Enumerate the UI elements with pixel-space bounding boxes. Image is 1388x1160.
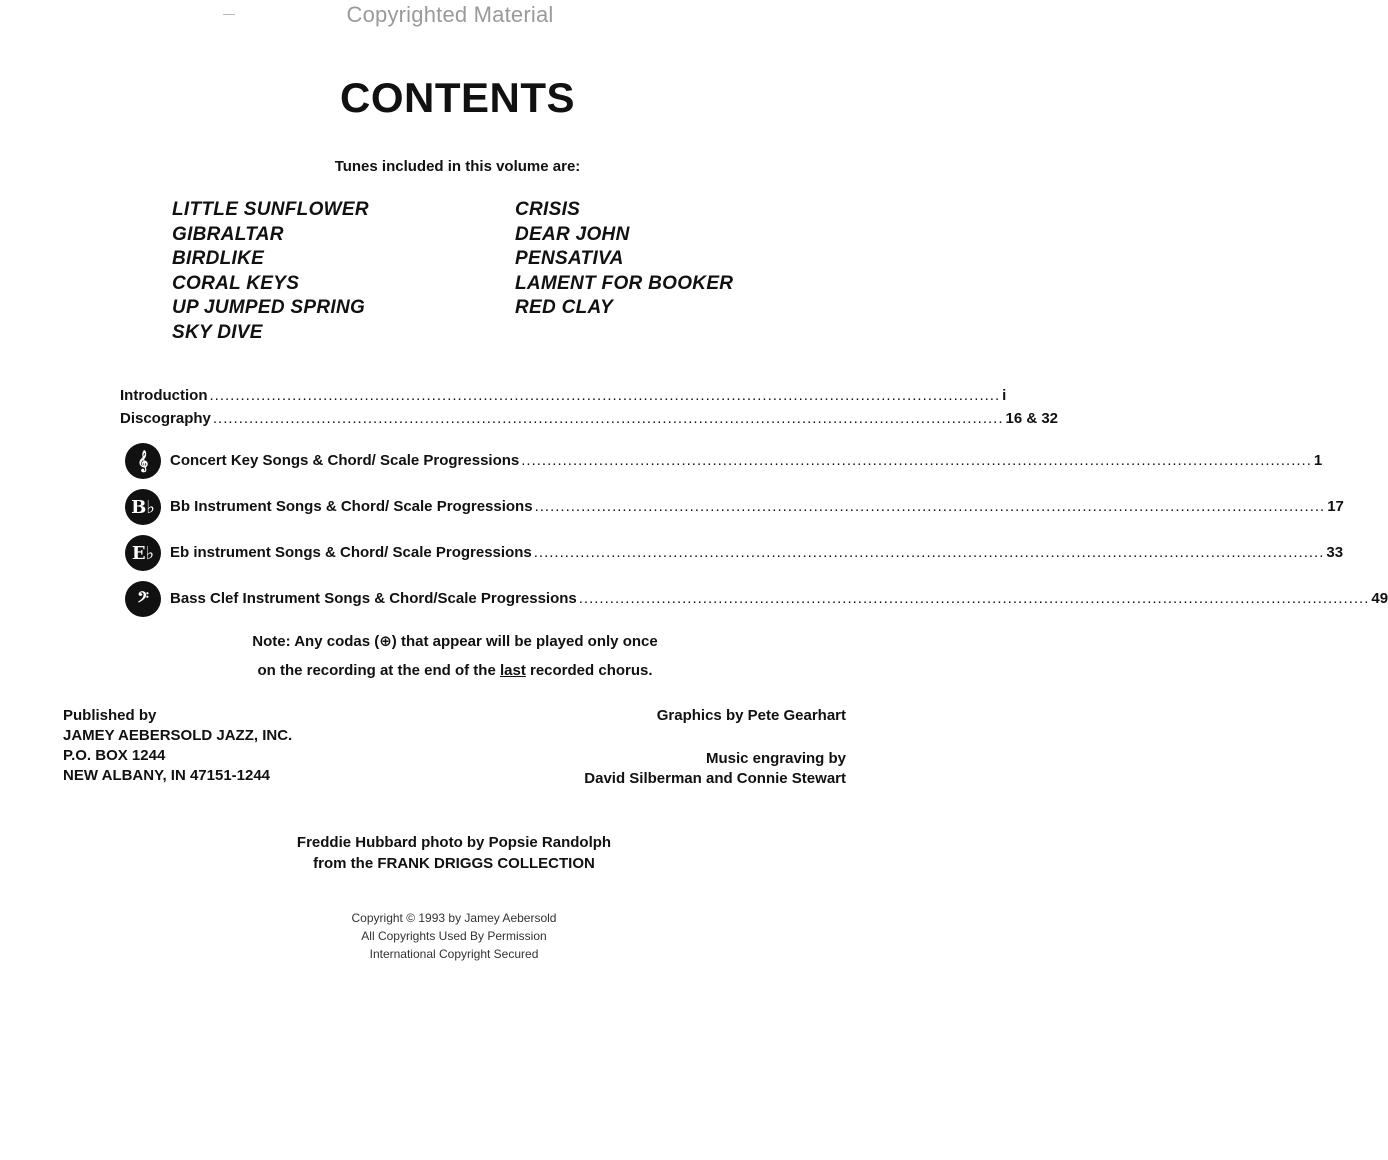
tune-item: PENSATIVA	[515, 248, 624, 270]
engravers: David Silberman and Connie Stewart	[584, 770, 846, 787]
toc-concert-key	[170, 452, 1323, 469]
graphics-credit: Graphics by Pete Gearhart	[656, 707, 846, 724]
publisher-block	[63, 706, 292, 786]
toc-label: Bb Instrument Songs & Chord/ Scale Progressions	[170, 498, 533, 515]
e-flat-icon: E♭	[125, 535, 161, 571]
tune-item: LITTLE SUNFLOWER	[172, 199, 369, 220]
note-text: on the recording at the end of the	[257, 662, 500, 679]
toc-page: 1	[1313, 452, 1323, 469]
toc-label: Bass Clef Instrument Songs & Chord/Scale Progressions	[170, 590, 577, 607]
bass-clef-icon: 𝄢	[125, 581, 161, 617]
toc-label: Discography	[120, 410, 211, 427]
toc-label: Concert Key Songs & Chord/ Scale Progressions	[170, 452, 520, 469]
note-text: recorded chorus.	[525, 662, 653, 679]
tune-item: CRISIS	[515, 199, 581, 220]
publisher-name: JAMEY AEBERSOLD JAZZ, INC.	[63, 727, 293, 744]
tune-list-left	[172, 198, 369, 346]
toc-leader: .........................................................................................................................................................	[212, 410, 1004, 427]
photo-credit-line: from the FRANK DRIGGS COLLECTION	[313, 855, 595, 872]
copyright-line: Copyright © 1993 by Jamey Aebersold	[351, 911, 557, 925]
toc-page: 33	[1326, 544, 1344, 561]
toc-leader: .........................................................................................................................................................	[533, 544, 1325, 561]
toc-page: 16 & 32	[1005, 410, 1059, 427]
toc-discography	[120, 410, 1059, 427]
publisher-city: NEW ALBANY, IN 47151-1244	[63, 767, 271, 784]
treble-clef-icon: 𝄞	[125, 443, 161, 479]
tune-list-right	[515, 198, 733, 321]
toc-label: Introduction	[120, 387, 208, 404]
tune-item: DEAR JOHN	[515, 223, 630, 245]
toc-bass-clef	[170, 590, 1388, 607]
publisher-heading: Published by	[63, 707, 157, 724]
tune-item: UP JUMPED SPRING	[172, 297, 366, 319]
publisher-box: P.O. BOX 1244	[63, 747, 166, 764]
tune-item: RED CLAY	[515, 297, 614, 319]
toc-introduction	[120, 387, 1007, 404]
photo-credit-line: Freddie Hubbard photo by Popsie Randolph	[296, 834, 612, 851]
copyright-line: All Copyrights Used By Permission	[361, 929, 547, 943]
toc-page: 49	[1371, 590, 1388, 607]
page-title: CONTENTS	[340, 74, 575, 121]
tune-item: LAMENT FOR BOOKER	[515, 272, 734, 294]
toc-leader: .........................................................................................................................................................	[578, 590, 1370, 607]
toc-leader: .........................................................................................................................................................	[209, 387, 1001, 404]
note-emphasis: last	[499, 662, 526, 679]
copyright-watermark: Copyrighted Material	[346, 2, 554, 27]
tune-item: SKY DIVE	[172, 321, 263, 343]
b-flat-icon: B♭	[125, 489, 161, 525]
engraving-credit	[584, 749, 846, 789]
photo-credit	[0, 832, 908, 874]
tune-item: GIBRALTAR	[172, 223, 284, 245]
toc-bb-instrument	[170, 498, 1344, 515]
toc-label: Eb instrument Songs & Chord/ Scale Progressions	[170, 544, 532, 561]
toc-leader: .........................................................................................................................................................	[534, 498, 1326, 515]
toc-page: 17	[1327, 498, 1344, 515]
toc-eb-instrument	[170, 544, 1344, 561]
toc-leader: .........................................................................................................................................................	[521, 452, 1312, 469]
toc-page: i	[1002, 387, 1007, 404]
tunes-intro: Tunes included in this volume are:	[334, 158, 581, 175]
coda-note-line1: Note: Any codas (⊕) that appear will be played only once	[252, 633, 658, 650]
coda-note-line2	[0, 662, 910, 679]
tune-item: CORAL KEYS	[172, 272, 300, 294]
engraving-heading: Music engraving by	[705, 750, 846, 767]
tune-item: BIRDLIKE	[172, 248, 265, 270]
copyright-line: International Copyright Secured	[369, 947, 539, 961]
copyright-block	[0, 909, 908, 963]
